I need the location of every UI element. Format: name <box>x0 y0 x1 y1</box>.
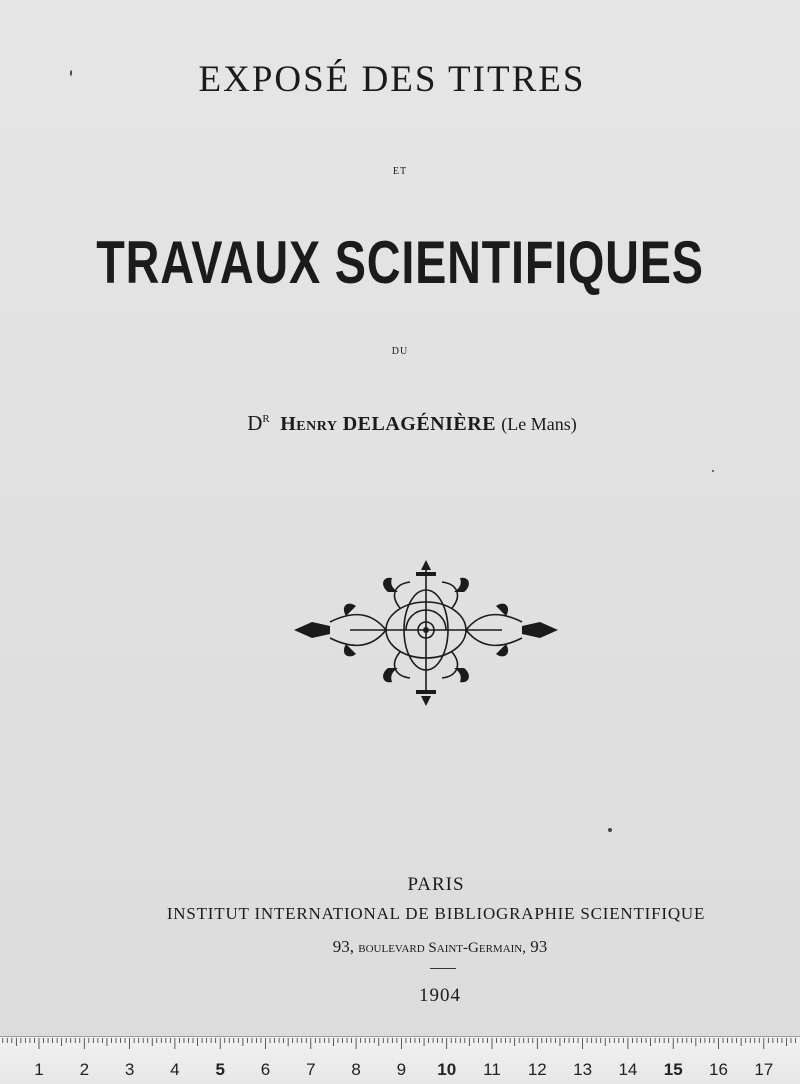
publisher-name: INSTITUT INTERNATIONAL DE BIBLIOGRAPHIE SCIENTIFIQUE <box>166 904 706 923</box>
ruler-label: 9 <box>396 1060 407 1079</box>
title-connector: ET <box>392 166 408 177</box>
paper-speck <box>712 470 714 472</box>
ruler-label: 8 <box>351 1060 361 1079</box>
ruler-label: 13 <box>573 1060 593 1079</box>
paper-speck <box>608 828 612 832</box>
measuring-ruler <box>0 1036 800 1084</box>
ruler-label: 12 <box>527 1060 547 1079</box>
ruler-label: 10 <box>437 1060 457 1079</box>
ruler-label: 11 <box>483 1060 501 1079</box>
separator-rule <box>430 968 456 969</box>
ruler-label: 15 <box>663 1060 683 1079</box>
ruler-label: 1 <box>34 1060 44 1079</box>
address-number-right: 93 <box>530 937 548 956</box>
ruler-label: 2 <box>79 1060 90 1079</box>
publisher-address <box>40 937 800 957</box>
author-first-name: Henry <box>280 413 338 435</box>
author-place: (Le Mans) <box>501 414 577 434</box>
ruler-label: 3 <box>124 1060 135 1079</box>
ruler-label: 6 <box>260 1060 271 1079</box>
address-number-left: 93, <box>332 937 354 956</box>
ruler-label: 16 <box>709 1060 728 1079</box>
ruler-label: 7 <box>306 1060 316 1079</box>
ruler-label: 5 <box>215 1060 225 1079</box>
ruler-label: 14 <box>618 1060 638 1079</box>
author-honorific-r: R <box>262 413 270 425</box>
author-honorific <box>247 411 270 435</box>
paper-speck <box>70 70 72 76</box>
author-line <box>12 411 800 436</box>
author-last-name: DELAGÉNIÈRE <box>342 413 497 435</box>
ruler-label: 4 <box>170 1060 180 1079</box>
publication-year: 1904 <box>419 985 461 1006</box>
title-preposition: DU <box>391 346 409 357</box>
author-honorific-d: D <box>247 411 263 435</box>
title-line-1: EXPOSÉ DES TITRES <box>198 59 586 100</box>
publication-city: PARIS <box>407 874 465 895</box>
fleuron-ornament-icon <box>290 560 562 706</box>
ruler-label: 17 <box>754 1060 774 1079</box>
address-street: boulevard Saint-Germain, <box>358 940 526 956</box>
title-line-2: TRAVAUX SCIENTIFIQUES <box>96 229 704 296</box>
